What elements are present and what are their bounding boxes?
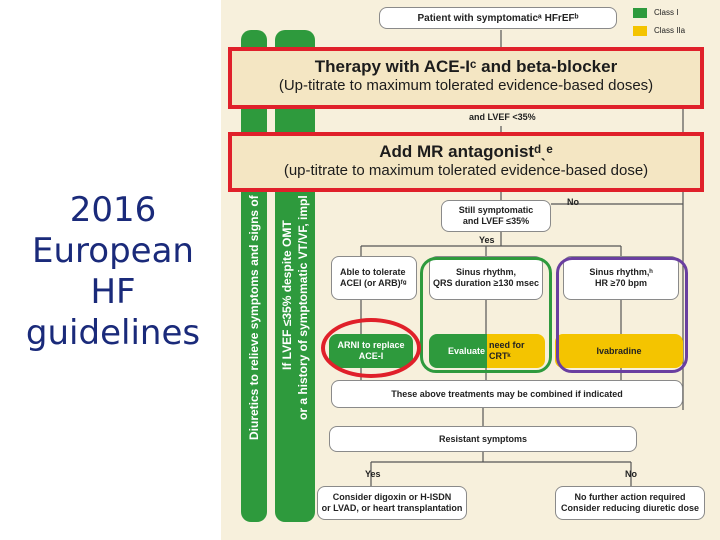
tolerate-box — [331, 256, 417, 300]
caption-line: 2016 — [69, 190, 157, 230]
patient-box-text: Patient with symptomaticᵃ HFrEFᵇ — [417, 12, 579, 24]
caption-line: guidelines — [25, 313, 201, 353]
mr-subtitle: (up-titrate to maximum tolerated evidence-based dose) — [283, 162, 649, 179]
sinus-hr-line1: Sinus rhythm,ʰ — [589, 267, 653, 277]
icd-bar-text-line1: If LVEF ≤35% despite OMT — [280, 220, 294, 370]
ivabradine-label: Ivabradine — [596, 345, 642, 356]
no-label-2: No — [625, 469, 637, 479]
caption-line: European — [32, 231, 194, 271]
digoxin-line1: Consider digoxin or H-ISDN — [332, 492, 452, 502]
legend-swatch-class-i — [633, 8, 647, 18]
lvef-fragment: and LVEF <35% — [469, 112, 536, 122]
yes-label-1: Yes — [479, 235, 495, 245]
therapy-banner — [228, 47, 704, 109]
resistant-box — [329, 426, 637, 452]
tolerate-line1: Able to tolerate — [340, 267, 406, 277]
icd-bar-text-line2: or a history of symptomatic VT/VF, impl — [296, 195, 310, 420]
no-further-box — [555, 486, 705, 520]
still-line1: Still symptomatic — [458, 205, 534, 215]
no-further-line1: No further action required — [574, 492, 686, 502]
combined-text: These above treatments may be combined if indicated — [391, 388, 623, 399]
therapy-title: Therapy with ACE-Iᶜ and beta-blocker — [314, 57, 618, 76]
green-highlight-ring — [420, 257, 552, 373]
legend-label-class-iia: Class IIa — [654, 26, 686, 35]
sinus-hr-line2: HR ≥70 bpm — [595, 278, 647, 288]
caption-line: HF — [90, 272, 136, 312]
mr-antagonist-banner — [228, 132, 704, 192]
arni-line2: ACE-I — [358, 351, 384, 361]
no-label-1: No — [567, 197, 579, 207]
patient-box — [379, 7, 617, 29]
caption — [18, 190, 208, 354]
red-highlight-ellipse — [321, 318, 421, 378]
no-further-line2: Consider reducing diuretic dose — [560, 503, 700, 513]
crt-need-for: need for — [489, 340, 525, 350]
still-line2: and LVEF ≤35% — [462, 216, 530, 226]
tolerate-line2: ACEI (or ARB)ᶠᵍ — [340, 278, 407, 288]
still-symptomatic-box — [441, 200, 551, 232]
sinus-qrs-line2: QRS duration ≥130 msec — [433, 278, 539, 288]
combined-box — [331, 380, 683, 408]
crt-label: CRTᵏ — [489, 351, 511, 361]
arni-line1: ARNI to replace — [337, 340, 405, 350]
resistant-text: Resistant symptoms — [438, 433, 528, 444]
therapy-subtitle: (Up-titrate to maximum tolerated evidence-based doses) — [278, 77, 654, 94]
legend-swatch-class-iia — [633, 26, 647, 36]
digoxin-line2: or LVAD, or heart transplantation — [321, 503, 463, 513]
purple-highlight-ring — [556, 257, 688, 373]
sinus-qrs-line1: Sinus rhythm, — [455, 267, 516, 277]
mr-title: Add MR antagonistᵈˎᵉ — [379, 142, 553, 161]
crt-evaluate: Evaluate — [447, 345, 485, 356]
digoxin-box — [317, 486, 467, 520]
yes-label-2: Yes — [365, 469, 381, 479]
diuretics-bar-text: Diuretics to relieve symptoms and signs of — [247, 195, 261, 440]
legend-label-class-i: Class I — [654, 8, 679, 17]
